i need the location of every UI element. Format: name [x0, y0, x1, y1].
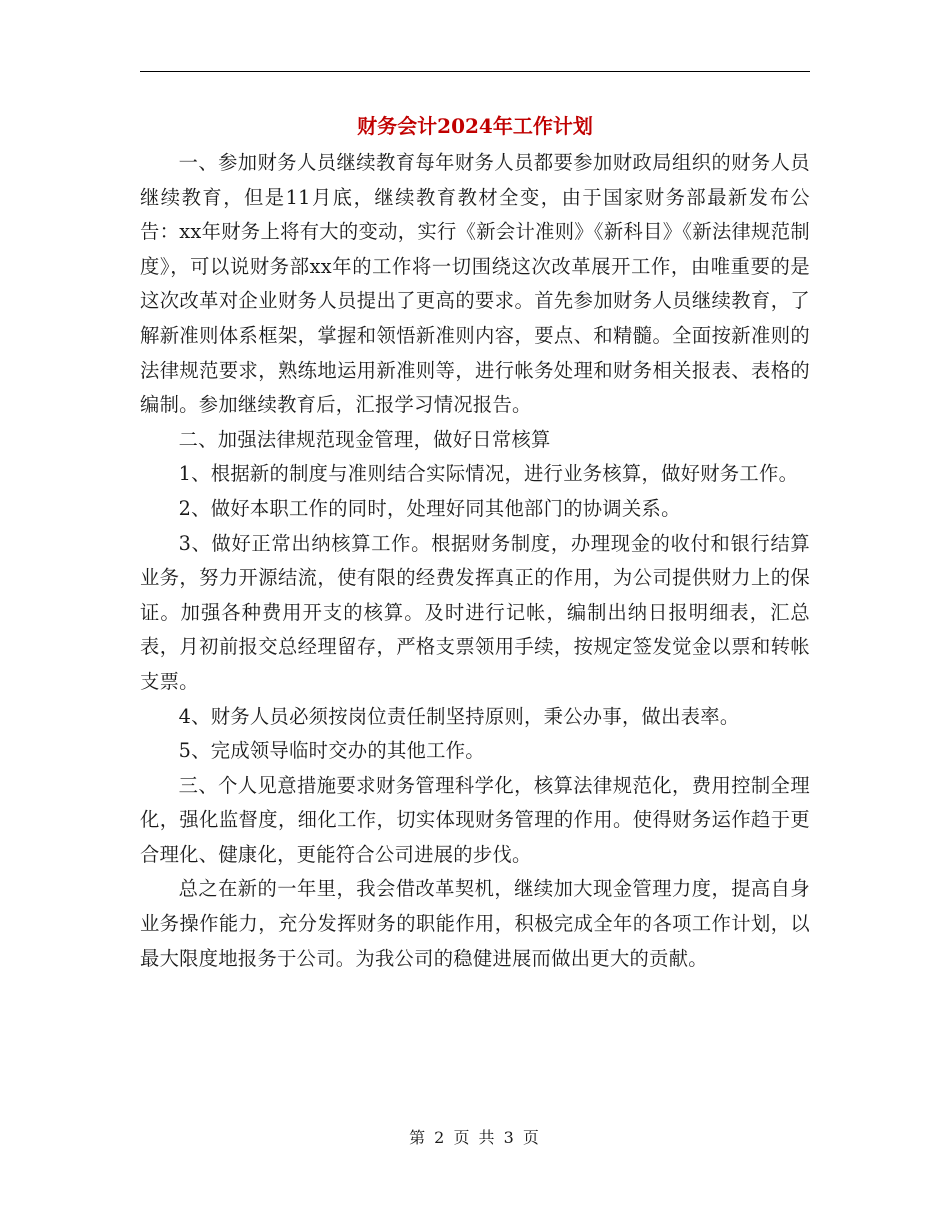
- paragraph-item-1: 1、根据新的制度与准则结合实际情况，进行业务核算，做好财务工作。: [178, 462, 799, 486]
- paragraph-conclusion: 总之在新的一年里，我会借改革契机，继续加大现金管理力度，提高自身业务操作能力，充分发挥财务的职能作用，积极完成全年的各项工作计划，以最大限度地报务于公司。为我公司的稳健进展而做出更大的贡献。: [140, 877, 810, 970]
- paragraph-item-2: 2、做好本职工作的同时，处理好同其他部门的协调关系。: [178, 496, 681, 520]
- page-number: 第 2 页 共 3 页: [409, 1128, 541, 1147]
- document-body: [140, 146, 810, 976]
- paragraph-item-4: 4、财务人员必须按岗位责任制坚持原则，秉公办事，做出表率。: [178, 704, 740, 728]
- paragraph-personal-suggestions: 三、个人见意措施要求财务管理科学化，核算法律规范化，费用控制全理化，强化监督度，细化工作，切实体现财务管理的作用。使得财务运作趋于更合理化、健康化，更能符合公司进展的步伐。: [140, 773, 810, 866]
- header-rule: [140, 71, 810, 72]
- paragraph-cash-management-heading: 二、加强法律规范现金管理，做好日常核算: [178, 427, 551, 451]
- paragraph-item-5: 5、完成领导临时交办的其他工作。: [178, 739, 485, 763]
- paragraph-continuing-education: 一、参加财务人员继续教育每年财务人员都要参加财政局组织的财务人员继续教育，但是11月底，继续教育教材全变，由于国家财务部最新发布公告：xx年财务上将有大的变动，实行《新会计准则》《新科目》《新法律规范制度》，可以说财务部xx年的工作将一切围绕这次改革展开工作，由唯重要的是这次改革对企业财务人员提出了更高的要求。首先参加财务人员继续教育，了解新准则体系框架，掌握和领悟新准则内容，要点、和精髓。全面按新准则的法律规范要求，熟练地运用新准则等，进行帐务处理和财务相关报表、表格的编制。参加继续教育后，汇报学习情况报告。: [140, 151, 810, 417]
- paragraph-item-3: 3、做好正常出纳核算工作。根据财务制度，办理现金的收付和银行结算业务，努力开源结流，使有限的经费发挥真正的作用，为公司提供财力上的保证。加强各种费用开支的核算。及时进行记帐，编制出纳日报明细表，汇总表，月初前报交总经理留存，严格支票领用手续，按规定签发觉金以票和转帐支票。: [140, 531, 810, 693]
- document-title: 财务会计2024年工作计划: [357, 114, 593, 138]
